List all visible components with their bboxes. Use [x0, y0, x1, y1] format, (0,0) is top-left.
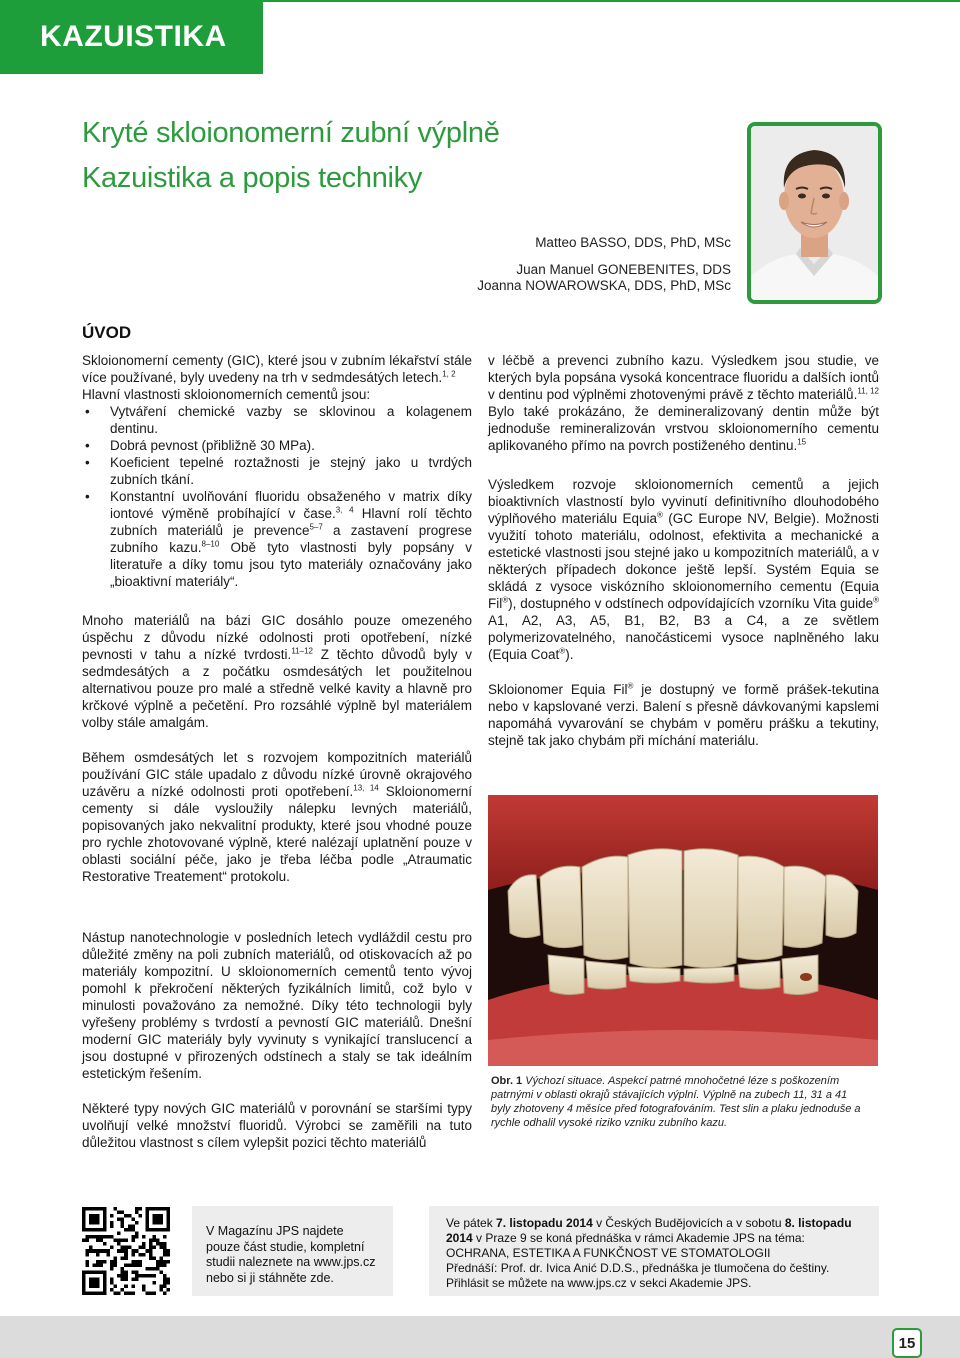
body-paragraph: [488, 681, 879, 749]
event-date: 7. listopadu 2014: [496, 1216, 593, 1230]
clinical-photo: [488, 795, 878, 1066]
event-text-part: v Praze 9 se koná přednáška v rámci Akademie JPS na téma:: [472, 1231, 805, 1245]
info-box-text: [206, 1224, 376, 1286]
footer-bar: [0, 1316, 960, 1358]
registered-mark: ®: [502, 595, 509, 605]
paragraph-text: v léčbě a prevenci zubního kazu. Výsledkem jsou studie, ve kterých byla popsána vysoká koncentrace fluoridu a dalších iontů v dentinu pod výplněmi zhotovenými právě z těchto materiálů.: [488, 353, 879, 402]
reference-superscript: 8–10: [201, 539, 220, 549]
event-registration: Přihlásit se můžete na www.jps.cz v sekci Akademie JPS.: [446, 1276, 752, 1290]
reference-superscript: 11, 12: [857, 386, 879, 396]
portrait-illustration: [751, 126, 878, 300]
paragraph-text: Mnoho materiálů na bázi GIC dosáhlo pouze omezeného úspěchu z důvodu nízké odolnosti proti opotřebení, nízké pevnosti v tahu a nízké tvrdosti.: [82, 613, 472, 662]
list-item: [82, 488, 472, 590]
list-item-text: a zastavení progrese zubního kazu.: [110, 523, 472, 555]
info-line: nebo si ji stáhněte zde.: [206, 1270, 334, 1285]
intro-paragraph: [82, 352, 472, 403]
body-paragraph: [488, 476, 879, 663]
left-column-continued: [82, 929, 472, 1163]
bullet-icon: •: [85, 404, 90, 419]
paragraph-text: A1, A2, A3, A5, B1, B2, B3 a C4, a ze světlem polymerizovatelného, nanočásticemi vysoce naplněného laku (Equia Coat: [488, 613, 879, 662]
event-box: [429, 1206, 879, 1296]
bullet-icon: •: [85, 438, 90, 453]
author-1: Matteo BASSO, DDS, PhD, MSc: [535, 235, 731, 250]
paragraph-text: Z těchto důvodů byly v sedmdesátých a z počátku osmdesátých let použitelnou alternativou pouze pro malé a středně velké kavity a hlavně pro krčkové výplně a pečetění. Pro rozsáhlé výplně byl materiálem volby stále amalgám.: [82, 647, 472, 730]
teeth-illustration: [488, 795, 878, 1066]
page-number: 15: [892, 1328, 922, 1358]
article-title-line-2: Kazuistika a popis techniky: [82, 162, 423, 194]
bullet-icon: •: [85, 455, 90, 470]
info-line: V Magazínu JPS najdete: [206, 1224, 344, 1238]
properties-list: [82, 403, 472, 590]
list-item-text: Obě tyto vlastnosti byly popsány v literatuře a díky tomu jsou tyto materiály označovány jako „bioaktivní materiály“.: [110, 540, 472, 589]
event-date: 8. listopadu: [784, 1216, 852, 1230]
event-text-part: v Českých Budějovicích a v sobotu: [592, 1216, 785, 1230]
bullet-icon: •: [85, 489, 90, 504]
reference-superscript: 13, 14: [353, 783, 379, 793]
list-item: [82, 403, 472, 437]
event-line: [446, 1216, 852, 1231]
registered-mark: ®: [559, 646, 566, 656]
list-item-text: Hlavní rolí těchto zubních materiálů je prevence: [110, 506, 472, 538]
event-text: [446, 1216, 852, 1291]
author-3: Joanna NOWAROWSKA, DDS, PhD, MSc: [477, 278, 731, 293]
intro-list-lead: Hlavní vlastnosti skloionomerních cementů jsou:: [82, 387, 371, 402]
reference-superscript: 3, 4: [335, 505, 354, 515]
reference-superscript: 1, 2: [442, 369, 456, 379]
qr-code-icon: [82, 1207, 170, 1295]
registered-mark: ®: [657, 510, 663, 520]
info-box: [192, 1206, 393, 1296]
list-item-text: Koeficient tepelné roztažnosti je stejný jako u tvrdých zubních tkání.: [110, 455, 472, 487]
author-portrait: [747, 122, 882, 304]
reference-superscript: 5–7: [309, 522, 323, 532]
header-rule: [263, 0, 960, 2]
body-paragraph: [82, 612, 472, 731]
right-column: [488, 352, 879, 761]
event-text-part: Ve pátek: [446, 1216, 497, 1230]
body-paragraph: [488, 352, 879, 454]
reference-superscript: 15: [797, 437, 807, 447]
body-paragraph: Některé typy nových GIC materiálů v porovnání se staršími typy uvolňují velké množství fluoridů. Výrobci se zaměřili na tuto důležitou vlastnost s cílem vylepšit pozici těchto materiálů: [82, 1101, 472, 1150]
paragraph-text: ).: [565, 647, 574, 662]
event-topic: OCHRANA, ESTETIKA A FUNKČNOST VE STOMATOLOGII: [446, 1246, 771, 1260]
body-paragraph: [82, 749, 472, 885]
paragraph-text: je dostupný ve formě prášek-tekutina nebo v kapslované verzi. Balení s přesně dávkovanými kapslemi napomáhá vyvarování se chybám v poměru prášku a tekutiny, stejně tak jako chybám při míchání materiálu.: [488, 682, 879, 748]
info-line: studii naleznete na www.jps.cz: [206, 1255, 376, 1269]
figure-caption-text: Výchozí situace. Aspekcí patrné mnohočetné léze s poškozením patrnými v oblasti okrajů stávajících výplní. Výplně na zubech 11, 31 a 41 byly zhotoveny 4 měsíce před fotografováním. Test slin a plaku jednoduše a rychle odhalil vysoké riziko vzniku zubního kazu.: [491, 1075, 861, 1129]
section-banner: [0, 0, 263, 74]
list-item-text: Dobrá pevnost (přibližně 30 MPa).: [110, 438, 315, 453]
paragraph-text: Výsledkem rozvoje skloionomerních cementů a jejich bioaktivních vlastností bylo vyvinutí definitivního dlouhodobého výplňového materiálu Equia: [488, 477, 879, 526]
intro-text: Skloionomerní cementy (GIC), které jsou v zubním lékařství stále více používané, byly uvedeny na trh v sedmdesátých letech.: [82, 353, 472, 385]
paragraph-text: ), dostupného v odstínech odpovídajících vzorníku Vita guide: [508, 596, 874, 611]
figure-caption: [491, 1074, 861, 1130]
info-line: pouze část studie, kompletní: [206, 1239, 365, 1254]
list-item-text: Konstantní uvolňování fluoridu obsaženého v matrix díky iontové výměně probíhající v čase.: [110, 489, 472, 521]
list-item-text: Vytváření chemické vazby se sklovinou a kolagenem dentinu.: [110, 404, 472, 436]
left-column: [82, 352, 472, 897]
section-heading: ÚVOD: [82, 323, 132, 342]
list-item: [82, 437, 472, 454]
paragraph-text: Během osmdesátých let s rozvojem kompozitních materiálů používání GIC stále upadalo z důvodu nízké úrovně okrajového uzávěru a nízké odolnosti proti opotřebení.: [82, 750, 472, 799]
paragraph-text: (GC Europe NV, Belgie). Možnosti využití tohoto materiálu, odolnost, efektivita a mechanické a estetické vlastnosti jsou stejné jako u kompozitních materiálů, a v některých případech dokonce ještě lepší. Systém Equia se skládá z vysoce viskózního skloionomerního cementu (Equia Fil: [488, 511, 880, 611]
section-label: KAZUISTIKA: [40, 20, 227, 53]
figure-label: Obr. 1: [491, 1075, 523, 1087]
body-paragraph: Nástup nanotechnologie v posledních letech vydláždil cestu pro důležité změny na poli zubních materiálů, od otiskovacích až po materiály kompozitní. U skloionomerních cementů tento vývoj pomohl k překročení některých fyzikálních limitů, což bylo v minulosti považováno za nemožné. Díky této technologii byly vyřešeny problémy s tvrdostí a pevností GIC materiálů. Dnešní moderní GIC materiály byly vyvinuty s vynikající translucencí a jsou dostupné v přirozených odstínech a staly se tak ideálním estetickým řešením.: [82, 930, 472, 1081]
article-title-line-1: Kryté skloionomerní zubní výplně: [82, 117, 500, 149]
event-line: [446, 1231, 852, 1246]
qr-code[interactable]: [82, 1207, 170, 1295]
event-date: 2014: [446, 1231, 473, 1245]
reference-superscript: 11–12: [291, 646, 313, 656]
paragraph-text: Skloionomerní cementy si dále vysloužily nálepku levných materiálů, popisovaných jako nekvalitní produkty, které jsou vhodné pouze pro rychle zhotovované výplně, které nalézají uplatnění pouze v oblasti sociální péče, jako je třeba léčba podle „Atraumatic Restorative Treatement“ protokolu.: [82, 784, 472, 884]
registered-mark: ®: [627, 681, 634, 691]
author-2: Juan Manuel GONEBENITES, DDS: [516, 262, 731, 277]
paragraph-text: Bylo také prokázáno, že demineralizovaný dentin může být jednoduše remineralizován vrstvou skloionomerního cementu aplikovaného přímo na povrch postiženého dentinu.: [488, 404, 879, 453]
registered-mark: ®: [873, 595, 879, 605]
list-item: [82, 454, 472, 488]
paragraph-text: Skloionomer Equia Fil: [488, 682, 628, 697]
event-lecturer: Přednáší: Prof. dr. Ivica Anić D.D.S., přednáška je tlumočena do češtiny.: [446, 1261, 830, 1275]
